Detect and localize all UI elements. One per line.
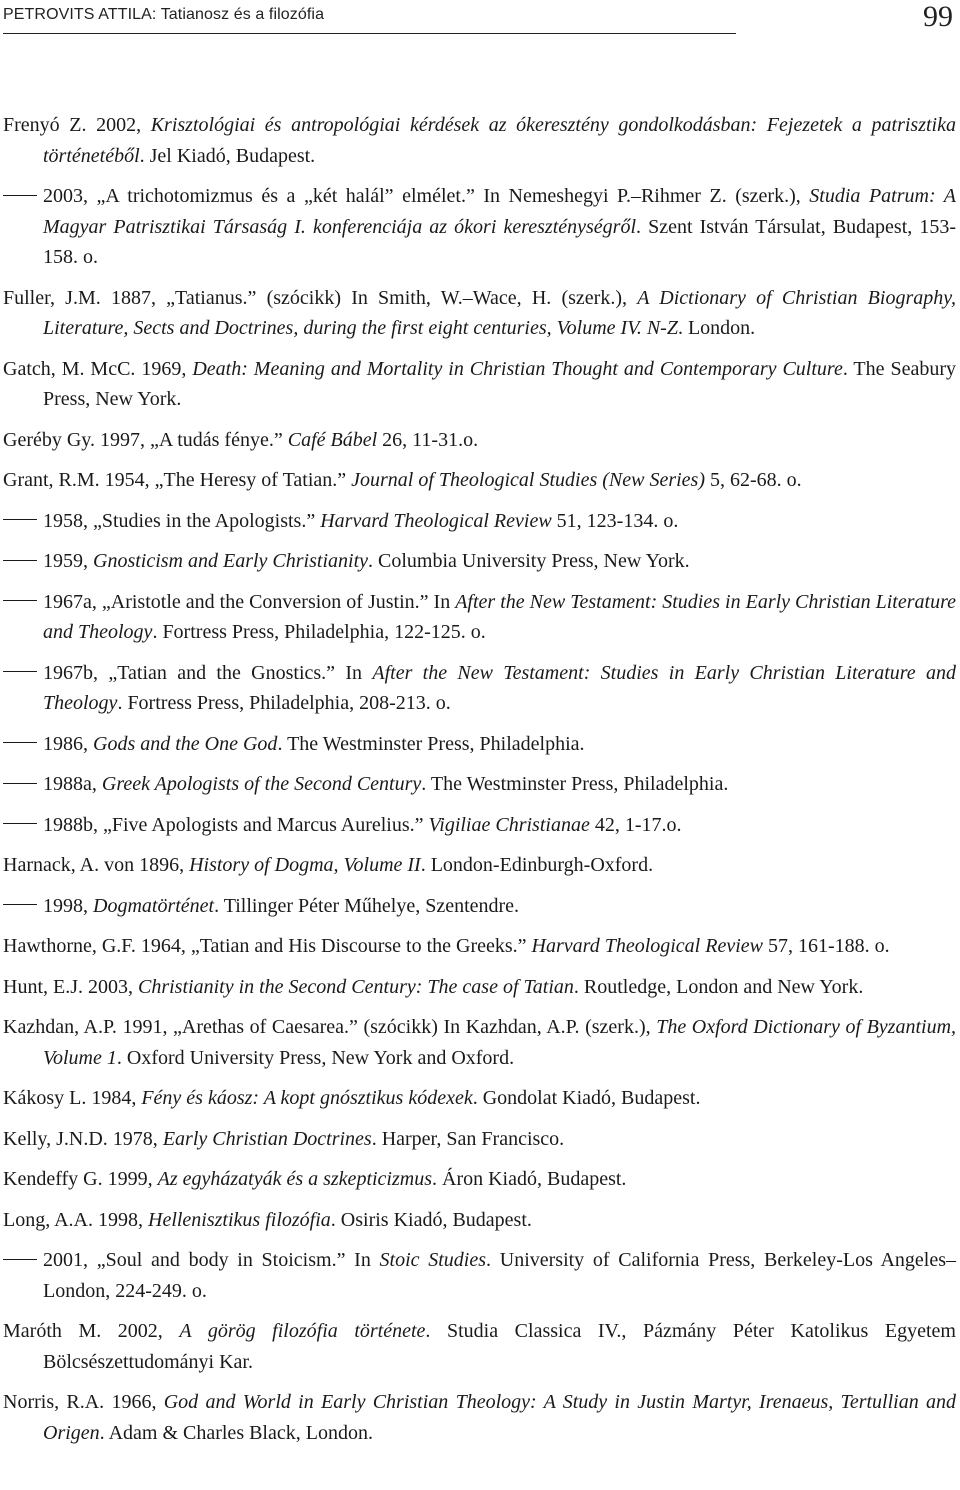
reference-text: Kákosy L. 1984, bbox=[3, 1087, 142, 1109]
reference-title-italic: After the New Testament: Studies in Early Christian Literature and Theology bbox=[43, 590, 956, 643]
reference-text: Geréby Gy. 1997, „A tudás fénye.” bbox=[3, 428, 288, 451]
reference-entry bbox=[0, 972, 956, 1003]
reference-text: . University of California Press, Berkeley-Los Angeles–London, 224-249. o. bbox=[43, 1249, 957, 1302]
reference-title-italic: Fény és káosz: A kopt gnósztikus kódexek bbox=[141, 1087, 473, 1109]
reference-text: 2003, „A trichotomizmus és a „két halál” elmélet.” In Nemeshegyi P.–Rihmer Z. (szerk.), bbox=[43, 185, 810, 207]
reference-text: 1988b, „Five Apologists and Marcus Aurelius.” bbox=[43, 813, 429, 836]
reference-title-italic: Harvard Theological Review bbox=[320, 509, 552, 532]
reference-title-italic: History of Dogma, Volume II bbox=[189, 854, 421, 876]
reference-text: Hawthorne, G.F. 1964, „Tatian and His Discourse to the Greeks.” bbox=[3, 935, 532, 957]
reference-text: 42, 1-17.o. bbox=[589, 813, 682, 836]
reference-entry bbox=[0, 729, 956, 760]
repeat-author-dash bbox=[3, 783, 37, 784]
reference-text: . Osiris Kiadó, Budapest. bbox=[330, 1208, 532, 1231]
reference-title-italic: Gnosticism and Early Christianity bbox=[93, 550, 368, 572]
reference-text: 5, 62-68. o. bbox=[705, 469, 802, 491]
repeat-author-dash bbox=[3, 823, 37, 824]
reference-title-italic: A görög filozófia története bbox=[179, 1320, 426, 1342]
reference-text: 1986, bbox=[43, 732, 93, 755]
reference-text: Long, A.A. 1998, bbox=[3, 1208, 148, 1231]
reference-title-italic: After the New Testament: Studies in Early Christian Literature and Theology bbox=[43, 661, 956, 714]
reference-text: 1967b, „Tatian and the Gnostics.” In bbox=[43, 661, 373, 684]
reference-title-italic: Gods and the One God bbox=[93, 732, 278, 755]
reference-title-italic: Dogmatörténet bbox=[93, 894, 215, 917]
reference-entry bbox=[0, 587, 956, 648]
repeat-author-dash bbox=[3, 519, 37, 520]
reference-title-italic: Hellenisztikus filozófia bbox=[148, 1208, 331, 1231]
reference-text: . Szent István Társulat, Budapest, 153-158. o. bbox=[43, 215, 956, 268]
reference-text: Frenyó Z. 2002, bbox=[3, 114, 151, 136]
reference-entry bbox=[0, 1316, 956, 1377]
reference-text: Kelly, J.N.D. 1978, bbox=[3, 1127, 163, 1150]
reference-text: . Fortress Press, Philadelphia, 122-125. o. bbox=[152, 621, 486, 643]
reference-entry bbox=[0, 769, 956, 800]
reference-entry bbox=[0, 465, 956, 496]
reference-entry bbox=[0, 850, 956, 881]
reference-text: . Tillinger Péter Műhelye, Szentendre. bbox=[214, 894, 520, 917]
reference-text: Maróth M. 2002, bbox=[3, 1320, 180, 1342]
repeat-author-dash bbox=[3, 1259, 37, 1260]
repeat-author-dash bbox=[3, 600, 37, 601]
reference-title-italic: Stoic Studies bbox=[379, 1249, 487, 1271]
reference-text: . The Seabury Press, New York. bbox=[43, 357, 956, 410]
reference-entry bbox=[0, 1245, 956, 1306]
reference-text: . The Westminster Press, Philadelphia. bbox=[421, 773, 729, 795]
reference-title-italic: Greek Apologists of the Second Century bbox=[101, 773, 422, 795]
reference-text: . Studia Classica IV., Pázmány Péter Katolikus Egyetem Bölcsészettudományi Kar. bbox=[43, 1320, 956, 1373]
reference-title-italic: Death: Meaning and Mortality in Christian Thought and Contemporary Culture bbox=[192, 357, 843, 380]
reference-title-italic: Early Christian Doctrines bbox=[162, 1127, 372, 1150]
repeat-author-dash bbox=[3, 671, 37, 672]
reference-text: Kazhdan, A.P. 1991, „Arethas of Caesarea.” (szócikk) In Kazhdan, A.P. (szerk.), bbox=[3, 1016, 657, 1038]
reference-title-italic: Vigiliae Christianae bbox=[428, 813, 590, 836]
reference-title-italic: God and World in Early Christian Theology: A Study in Justin Martyr, Irenaeus, Tertullian and Origen bbox=[43, 1391, 957, 1444]
reference-text: 26, 11-31.o. bbox=[377, 428, 479, 451]
reference-text: . Columbia University Press, New York. bbox=[368, 550, 690, 572]
reference-text: Norris, R.A. 1966, bbox=[3, 1391, 164, 1413]
reference-entry bbox=[0, 110, 956, 171]
reference-title-italic: Krisztológiai és antropológiai kérdések az ókeresztény gondolkodásban: Fejezetek a patrisztika történetéből bbox=[43, 114, 956, 167]
reference-text: . Adam & Charles Black, London. bbox=[99, 1421, 373, 1444]
reference-title-italic: A Dictionary of Christian Biography, Literature, Sects and Doctrines, during the first eight centuries, Volume IV. N-Z bbox=[43, 286, 956, 339]
reference-entry bbox=[0, 1083, 956, 1114]
reference-entry bbox=[0, 891, 956, 922]
repeat-author-dash bbox=[3, 904, 37, 905]
running-title: PETROVITS ATTILA: Tatianosz és a filozófia bbox=[3, 6, 325, 23]
reference-text: . London. bbox=[677, 317, 756, 339]
reference-text: Harnack, A. von 1896, bbox=[3, 854, 190, 876]
reference-text: Gatch, M. McC. 1969, bbox=[3, 357, 193, 380]
reference-text: Fuller, J.M. 1887, „Tatianus.” (szócikk) In Smith, W.–Wace, H. (szerk.), bbox=[3, 286, 638, 309]
reference-title-italic: The Oxford Dictionary of Byzantium, Volume 1 bbox=[43, 1016, 957, 1069]
reference-title-italic: Journal of Theological Studies (New Series) bbox=[351, 469, 705, 491]
reference-entry bbox=[0, 931, 956, 962]
reference-entry bbox=[0, 1205, 956, 1236]
reference-text: 57, 161-188. o. bbox=[762, 935, 890, 957]
header-rule bbox=[3, 33, 736, 34]
reference-text: Kendeffy G. 1999, bbox=[3, 1168, 158, 1190]
reference-text: 1967a, „Aristotle and the Conversion of Justin.” In bbox=[43, 590, 456, 613]
reference-title-italic: Harvard Theological Review bbox=[531, 935, 763, 957]
reference-title-italic: Café Bábel bbox=[287, 428, 378, 451]
reference-list bbox=[0, 110, 956, 1458]
reference-text: . Gondolat Kiadó, Budapest. bbox=[472, 1087, 701, 1109]
reference-text: Hunt, E.J. 2003, bbox=[3, 975, 138, 998]
reference-entry bbox=[0, 1124, 956, 1155]
reference-text: . Áron Kiadó, Budapest. bbox=[432, 1168, 627, 1190]
repeat-author-dash bbox=[3, 742, 37, 743]
reference-text: . Routledge, London and New York. bbox=[573, 975, 864, 998]
reference-entry bbox=[0, 283, 956, 344]
reference-entry bbox=[0, 1164, 956, 1195]
reference-text: . London-Edinburgh-Oxford. bbox=[420, 854, 654, 876]
reference-entry bbox=[0, 506, 956, 537]
reference-text: . Harper, San Francisco. bbox=[371, 1127, 565, 1150]
reference-entry bbox=[0, 658, 956, 719]
reference-text: 51, 123-134. o. bbox=[551, 509, 679, 532]
reference-entry bbox=[0, 354, 956, 415]
reference-entry bbox=[0, 1012, 956, 1073]
reference-text: . Oxford University Press, New York and Oxford. bbox=[116, 1046, 515, 1069]
reference-title-italic: Az egyházatyák és a szkepticizmus bbox=[157, 1168, 432, 1190]
reference-text: . Fortress Press, Philadelphia, 208-213. o. bbox=[117, 692, 451, 714]
reference-title-italic: Christianity in the Second Century: The case of Tatian bbox=[138, 975, 574, 998]
reference-entry bbox=[0, 181, 956, 273]
running-header bbox=[3, 0, 955, 34]
page-number: 99 bbox=[923, 0, 953, 33]
reference-text: 1959, bbox=[43, 550, 93, 572]
reference-entry bbox=[0, 546, 956, 577]
reference-text: . The Westminster Press, Philadelphia. bbox=[277, 732, 585, 755]
repeat-author-dash bbox=[3, 560, 37, 561]
reference-entry bbox=[0, 425, 956, 456]
reference-text: 2001, „Soul and body in Stoicism.” In bbox=[43, 1249, 380, 1271]
reference-entry bbox=[0, 1387, 956, 1448]
reference-text: . Jel Kiadó, Budapest. bbox=[139, 144, 316, 167]
reference-text: 1958, „Studies in the Apologists.” bbox=[43, 509, 321, 532]
reference-text: 1998, bbox=[43, 894, 93, 917]
repeat-author-dash bbox=[3, 195, 37, 196]
reference-text: 1988a, bbox=[43, 773, 102, 795]
reference-text: Grant, R.M. 1954, „The Heresy of Tatian.” bbox=[3, 469, 352, 491]
reference-title-italic: Studia Patrum: A Magyar Patrisztikai Társaság I. konferenciája az ókori kereszténységről bbox=[43, 185, 956, 238]
reference-entry bbox=[0, 810, 956, 841]
